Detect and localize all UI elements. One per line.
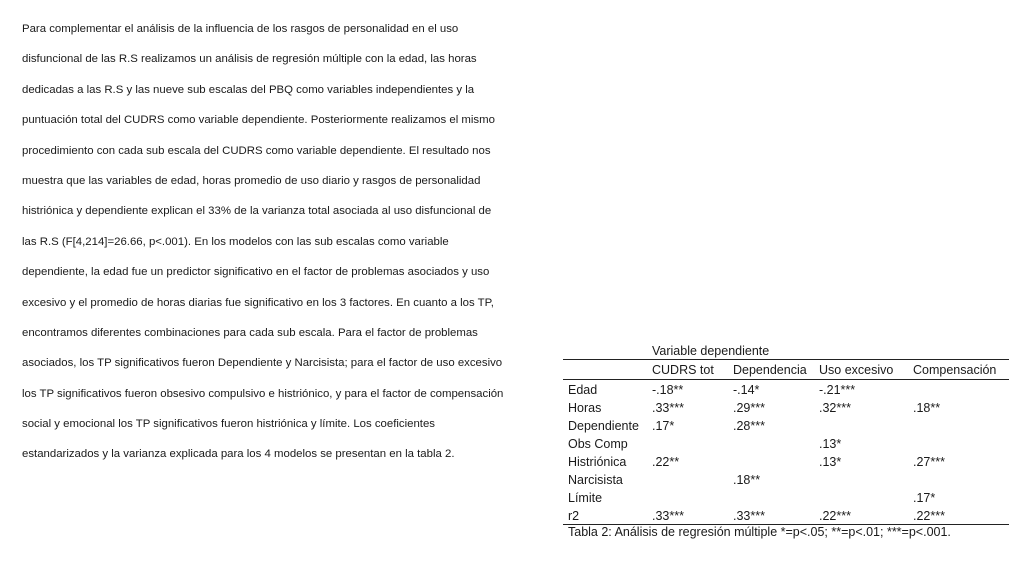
row-label: Edad: [568, 383, 598, 397]
table-row: [563, 435, 1009, 453]
table-cell: .29***: [733, 401, 765, 415]
paragraph-line: social y emocional los TP significativos fueron histriónica y límite. Los coeficientes: [22, 418, 435, 431]
body-paragraph: [22, 14, 542, 470]
table-cell: .28***: [733, 419, 765, 433]
column-header-uso-excesivo: Uso excesivo: [819, 363, 894, 377]
table-cell: .22***: [913, 509, 945, 523]
table-row: [563, 453, 1009, 471]
table-cell: .17*: [913, 491, 936, 505]
row-label: Dependiente: [568, 419, 639, 433]
paragraph-line: dedicadas a las R.S y las nueve sub escalas del PBQ como variables independientes y la: [22, 83, 475, 96]
table-cell: .27***: [913, 455, 945, 469]
table-row: [563, 399, 1009, 417]
paragraph-line: estandarizados y la varianza explicada para los 4 modelos se presentan en la tabla 2.: [22, 448, 455, 461]
table-cell: -.21***: [819, 383, 856, 397]
paragraph-line: las R.S (F[4,214]=26.66, p<.001). En los modelos con las sub escalas como variable: [22, 235, 449, 248]
paragraph-line: puntuación total del CUDRS como variable dependiente. Posteriormente realizamos el mismo: [22, 114, 495, 127]
table-cell: .22***: [819, 509, 851, 523]
row-label: Narcisista: [568, 473, 623, 487]
table-cell: .13*: [819, 455, 842, 469]
paragraph-line: dependiente, la edad fue un predictor significativo en el factor de problemas asociados y uso: [22, 266, 490, 279]
paragraph-line: encontramos diferentes combinaciones para cada sub escala. Para el factor de problemas: [22, 326, 478, 339]
table-cell: .13*: [819, 437, 842, 451]
column-header-dependencia: Dependencia: [733, 363, 807, 377]
paragraph-line: disfuncional de las R.S realizamos un análisis de regresión múltiple con la edad, las horas: [22, 53, 477, 66]
table-group-label: Variable dependiente: [652, 344, 770, 358]
paragraph-line: muestra que las variables de edad, horas promedio de uso diario y rasgos de personalidad: [22, 174, 481, 187]
table-cell: -.14*: [733, 383, 760, 397]
table-row: [563, 471, 1009, 489]
column-header-cudrs-tot: CUDRS tot: [652, 363, 714, 377]
row-label: Histriónica: [568, 455, 627, 469]
paragraph-line: histriónica y dependiente explican el 33% de la varianza total asociada al uso disfuncional de: [22, 205, 492, 218]
column-header-compensacion: Compensación: [913, 363, 997, 377]
paragraph-line: asociados, los TP significativos fueron Dependiente y Narcisista; para el factor de uso excesivo: [22, 357, 503, 370]
table-row: [563, 417, 1009, 435]
table-cell: .18**: [913, 401, 941, 415]
table-cell: .18**: [733, 473, 761, 487]
paragraph-line: procedimiento con cada sub escala del CUDRS como variable dependiente. El resultado nos: [22, 144, 491, 157]
table-row: [563, 381, 1009, 399]
table-caption: Tabla 2: Análisis de regresión múltiple *=p<.05; **=p<.01; ***=p<.001.: [568, 525, 951, 539]
table-cell: .33***: [652, 509, 684, 523]
table-cell: .33***: [652, 401, 684, 415]
row-label: Límite: [568, 491, 603, 505]
paragraph-line: Para complementar el análisis de la influencia de los rasgos de personalidad en el uso: [22, 23, 459, 35]
paragraph-line: los TP significativos fueron obsesivo compulsivo e histriónico, y para el factor de compensación: [22, 387, 504, 400]
table-header-rule: [563, 379, 1009, 380]
row-label: Horas: [568, 401, 602, 415]
table-cell: -.18**: [652, 383, 684, 397]
table-cell: .32***: [819, 401, 851, 415]
table-cell: .33***: [733, 509, 765, 523]
table-cell: .17*: [652, 419, 675, 433]
table-cell: .22**: [652, 455, 680, 469]
paragraph-line: excesivo y el promedio de horas diarias fue significativo en los 3 factores. En cuanto a los TP,: [22, 296, 494, 309]
table-row: [563, 489, 1009, 507]
table-top-rule: [563, 359, 1009, 360]
row-label: Obs Comp: [568, 437, 628, 451]
table-row: [563, 507, 1009, 525]
row-label: r2: [568, 509, 580, 523]
